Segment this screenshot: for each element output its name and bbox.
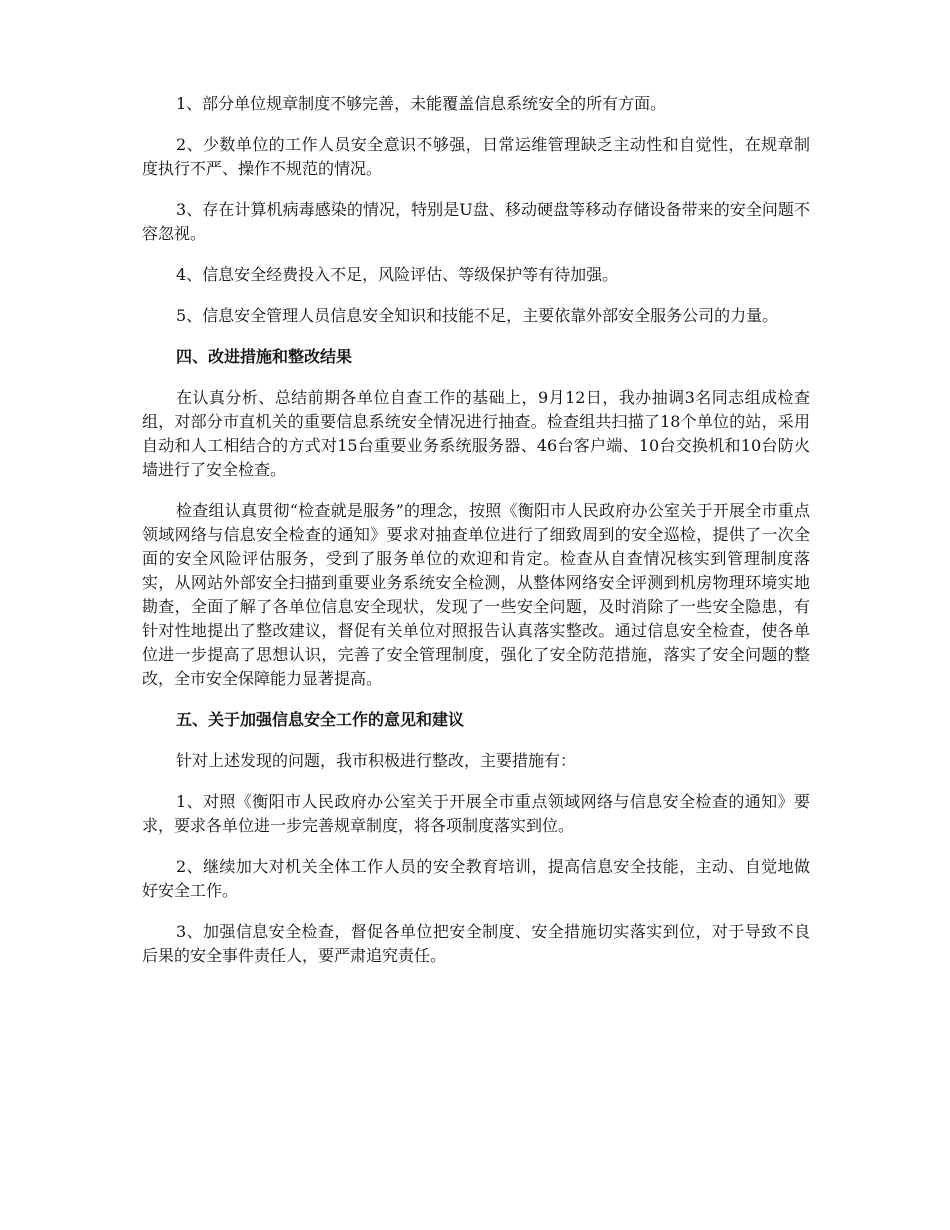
- paragraph-issue-2: 2、少数单位的工作人员安全意识不够强，日常运维管理缺乏主动性和自觉性，在规章制度执行不严、操作不规范的情况。: [142, 135, 810, 178]
- paragraph-issue-3: 3、存在计算机病毒感染的情况，特别是U盘、移动硬盘等移动存储设备带来的安全问题不容忽视。: [142, 200, 810, 243]
- section-heading-4: 四、改进措施和整改结果: [176, 347, 353, 366]
- paragraph-measures-intro: 针对上述发现的问题，我市积极进行整改，主要措施有：: [176, 751, 577, 770]
- paragraph-measure-1: 1、对照《衡阳市人民政府办公室关于开展全市重点领域网络与信息安全检查的通知》要求，要求各单位进一步完善规章制度，将各项制度落实到位。: [142, 792, 810, 835]
- paragraph-measure-2: 2、继续加大对机关全体工作人员的安全教育培训，提高信息安全技能，主动、自觉地做好安全工作。: [142, 857, 810, 900]
- paragraph-issue-5: 5、信息安全管理人员信息安全知识和技能不足，主要依靠外部安全服务公司的力量。: [176, 306, 779, 325]
- paragraph-inspection-summary: 在认真分析、总结前期各单位自查工作的基础上，9月12日，我办抽调3名同志组成检查组，对部分市直机关的重要信息系统安全情况进行抽查。检查组共扫描了18个单位的站，采用自动和人工相结合的方式对15台重要业务系统服务器、46台客户端、10台交换机和10台防火墙进行了安全检查。: [142, 388, 810, 479]
- paragraph-issue-4: 4、信息安全经费投入不足，风险评估、等级保护等有待加强。: [176, 265, 619, 284]
- paragraph-measure-3: 3、加强信息安全检查，督促各单位把安全制度、安全措施切实落实到位，对于导致不良后果的安全事件责任人，要严肃追究责任。: [142, 922, 810, 965]
- section-heading-5: 五、关于加强信息安全工作的意见和建议: [176, 710, 465, 729]
- paragraph-issue-1: 1、部分单位规章制度不够完善，未能覆盖信息系统安全的所有方面。: [176, 94, 667, 113]
- paragraph-inspection-details: 检查组认真贯彻“检查就是服务”的理念，按照《衡阳市人民政府办公室关于开展全市重点领域网络与信息安全检查的通知》要求对抽查单位进行了细致周到的安全巡检，提供了一次全面的安全风险评估服务，受到了服务单位的欢迎和肯定。检查从自查情况核实到管理制度落实，从网站外部安全扫描到重要业务系统安全检测，从整体网络安全评测到机房物理环境实地勘查，全面了解了各单位信息安全现状，发现了一些安全问题，及时消除了一些安全隐患，有针对性地提出了整改建议，督促有关单位对照报告认真落实整改。通过信息安全检查，使各单位进一步提高了思想认识，完善了安全管理制度，强化了安全防范措施，落实了安全问题的整改，全市安全保障能力显著提高。: [142, 501, 810, 688]
